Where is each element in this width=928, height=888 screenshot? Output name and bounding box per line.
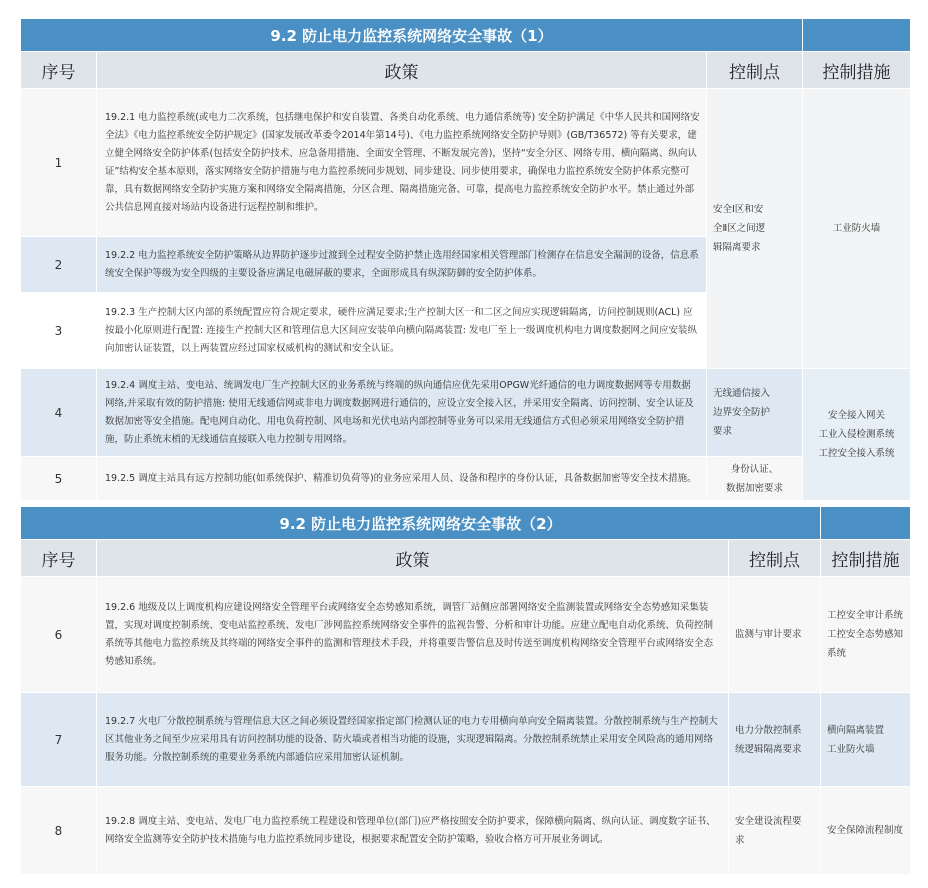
table-row [21, 369, 911, 457]
row-seq: 2 [21, 237, 97, 293]
row-policy: 19.2.3 生产控制大区内部的系统配置应符合规定要求，硬件应满足要求;生产控制大区一和二区之间应实现逻辑隔离，访问控制规则(ACL) 应按最小化原则进行配置: 连接生产控制大区和管理信息大区间应安装单向横向隔离装置: 发电厂至上一级调度机构电力调度数据网之间应安装纵向加密认证装置，以上两装置应经过国家权威机构的测试和安全认证。 [97, 293, 707, 369]
control-point-cell: 安全Ⅰ区和安 全Ⅱ区之间逻 辑隔离要求 [707, 89, 803, 369]
control-point-cell: 安全建设流程要 求 [729, 787, 821, 875]
table-row [21, 577, 911, 693]
row-seq: 5 [21, 457, 97, 501]
header-measures: 控制措施 [821, 540, 911, 577]
title-blank-cell [803, 19, 911, 52]
control-point-cell: 电力分散控制系 统逻辑隔离要求 [729, 693, 821, 787]
row-policy: 19.2.2 电力监控系统安全防护策略从边界防护逐步过渡到全过程安全防护禁止选用经国家相关管理部门检测存在信息安全漏洞的设备，信息系统安全保护等级为安全四级的主要设备应满足电磁屏蔽的要求，全面形成具有纵深防御的安全防护体系。 [97, 237, 707, 293]
header-measures: 控制措施 [803, 52, 911, 89]
row-policy: 19.2.8 调度主站、变电站、发电厂电力监控系统工程建设和管理单位(部门)应严格按照安全防护要求，保障横向隔离、纵向认证、调度数字证书、网络安全监测等安全防护技术措施与电力监控系统同步建设，根据要求配置安全防护策略，验收合格方可开展业务调试。 [97, 787, 729, 875]
measures-cell: 工控安全审计系统 工控安全态势感知 系统 [821, 577, 911, 693]
row-seq: 1 [21, 89, 97, 237]
measures-cell: 安全接入网关 工业入侵检测系统 工控安全接入系统 [803, 369, 911, 501]
table-row [21, 457, 911, 501]
table-2 [20, 506, 911, 875]
table-row [21, 693, 911, 787]
table-2-title: 9.2 防止电力监控系统网络安全事故（2） [21, 507, 821, 540]
row-seq: 3 [21, 293, 97, 369]
row-seq: 4 [21, 369, 97, 457]
header-row [21, 52, 911, 89]
measures-cell: 工业防火墙 [803, 89, 911, 369]
row-policy: 19.2.4 调度主站、变电站、统调发电厂生产控制大区的业务系统与终端的纵向通信应优先采用OPGW光纤通信的电力调度数据网等专用数据网络,并采取有效的防护措施: 使用无线通信网或非电力调度数据网进行通信的，应设立安全接入区，并采用安全隔离、访问控制、安全认证及数据加密等安全措施。配电网自动化、用电负荷控制、风电场和光伏电站内部控制等业务可以采用无线通信方式但必须采用网络安全防护措施，防止系统末梢的无线通信直接联入电力控制专用网络。 [97, 369, 707, 457]
control-point-cell: 身份认证、 数据加密要求 [707, 457, 803, 501]
header-row [21, 540, 911, 577]
row-seq: 6 [21, 577, 97, 693]
title-blank-cell [821, 507, 911, 540]
table-row [21, 89, 911, 237]
measures-cell: 安全保障流程制度 [821, 787, 911, 875]
header-control-point: 控制点 [729, 540, 821, 577]
measures-cell: 横向隔离装置 工业防火墙 [821, 693, 911, 787]
row-seq: 8 [21, 787, 97, 875]
row-policy: 19.2.5 调度主站具有远方控制功能(如系统保护、精准切负荷等)的业务应采用人员、设备和程序的身份认证，具备数据加密等安全技术措施。 [97, 457, 707, 501]
control-point-cell: 无线通信接入 边界安全防护 要求 [707, 369, 803, 457]
header-seq: 序号 [21, 540, 97, 577]
control-point-cell: 监测与审计要求 [729, 577, 821, 693]
row-seq: 7 [21, 693, 97, 787]
header-policy: 政策 [97, 540, 729, 577]
row-policy: 19.2.1 电力监控系统(或电力二次系统，包括继电保护和安自装置、各类自动化系统、电力通信系统等) 安全防护满足《中华人民共和国网络安全法》《电力监控系统安全防护规定》(国家发展改革委令2014年第14号)、《电力监控系统网络安全防护导则》(GB/T36572) 等有关要求，建立健全网络安全防护体系(包括安全防护技术、应急备用措施、全面安全管理、不断发展完善)，坚持“安全分区、网络专用、横向隔离、纵向认证”结构安全基本原则，落实网络安全防护措施与电力监控系统同步规划、同步建设、同步使用要求，确保电力监控系统安全防护体系完整可靠，具有数据网络安全防护实施方案和网络安全隔离措施，分区合理、隔离措施完备、可靠，提高电力监控系统安全防护水平。禁止通过外部公共信息网直接对场站内设备进行远程控制和维护。 [97, 89, 707, 237]
row-policy: 19.2.6 地级及以上调度机构应建设网络安全管理平台或网络安全态势感知系统，调管厂站侧应部署网络安全监测装置或网络安全态势感知采集装置，实现对调度控制系统、变电站监控系统、发电厂涉网监控系统网络安全事件的监视告警、分析和审计功能。应建立配电自动化系统、负荷控制系统等其他电力监控系统及其终端的网络安全事件的监测和管理技术手段，并将重要告警信息及时传送至调度机构网络安全管理平台或网络安全态势感知系统。 [97, 577, 729, 693]
header-policy: 政策 [97, 52, 707, 89]
row-policy: 19.2.7 火电厂分散控制系统与管理信息大区之间必须设置经国家指定部门检测认证的电力专用横向单向安全隔离装置。分散控制系统与生产控制大区其他业务之间至少应采用具有访问控制功能的设备、防火墙或者相当功能的设施，实现逻辑隔离。分散控制系统禁止采用安全风险高的通用网络服务功能。分散控制系统的重要业务系统内部通信应采用加密认证机制。 [97, 693, 729, 787]
header-seq: 序号 [21, 52, 97, 89]
table-1 [20, 18, 911, 501]
table-row [21, 787, 911, 875]
header-control-point: 控制点 [707, 52, 803, 89]
table-1-title: 9.2 防止电力监控系统网络安全事故（1） [21, 19, 803, 52]
